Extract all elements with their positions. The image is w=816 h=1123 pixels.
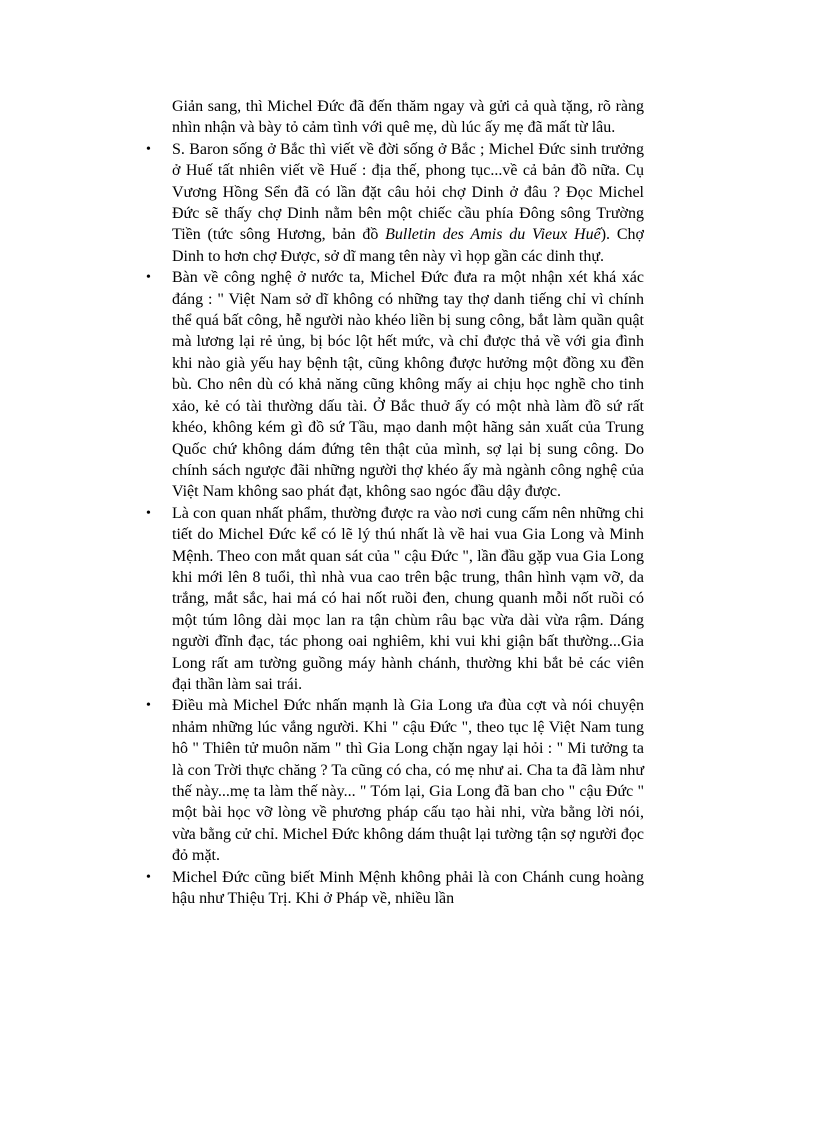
list-item-text: Michel Đức cũng biết Minh Mệnh không phải là con Chánh cung hoàng hậu như Thiệu Trị. Khi ở Pháp về, nhiều lần <box>172 868 644 908</box>
bullet-icon: • <box>146 141 151 157</box>
bullet-icon: • <box>146 698 151 714</box>
list-item-text: Điều mà Michel Đức nhấn mạnh là Gia Long ưa đùa cợt và nói chuyện nhảm những lúc vắng người. Khi " cậu Đức ", theo tục lệ Việt Nam tung hô " Thiên tử muôn năm " thì Gia Long chặn ngay lại hỏi : " Mi tưởng ta là con Trời thực chăng ? Ta cũng có cha, có mẹ như ai. Cha ta đã làm như thế này...mẹ ta làm thế này... " Tóm lại, Gia Long đã ban cho " cậu Đức " một bài học vỡ lòng về phương pháp cấu tạo hài nhi, vừa bằng lời nói, vừa bằng cử chỉ. Michel Đức không dám thuật lại tường tận sợ người đọc đỏ mặt. <box>172 697 644 865</box>
bullet-list <box>146 139 644 910</box>
list-item-text: ). Chợ Dinh to hơn chợ Được, sở dĩ mang tên này vì họp gần các dinh thự. <box>172 226 644 265</box>
bullet-icon: • <box>146 869 151 885</box>
list-item-text: Bàn về công nghệ ở nước ta, Michel Đức đưa ra một nhận xét khá xác đáng : " Việt Nam sở dĩ không có những tay thợ danh tiếng chỉ vì chính thể quá bất công, hễ người nào khéo liền bị sung công, bắt làm quần quật mà lương lại rẻ ủng, bị bóc lột hết mức, và chỉ được thả về với gia đình khi nào già yếu hay bệnh tật, cũng không được hưởng một đồng xu đền bù. Cho nên dù có khả năng cũng không mấy ai chịu học nghề cho tinh xảo, kẻ có tài thường dấu tài. Ở Bắc thuở ấy có một nhà làm đồ sứ rất khéo, không kém gì đồ sứ Tầu, mạo danh một hãng sản xuất của Trung Quốc chứ không dám đứng tên thật của mình, sợ lại bị sung công. Do chính sách ngược đãi những người thợ khéo ấy mà ngành công nghệ của Việt Nam không sao phát đạt, không sao ngóc đầu dậy được. <box>172 269 644 501</box>
list-item <box>146 867 644 910</box>
bullet-icon: • <box>146 270 151 286</box>
bullet-icon: • <box>146 505 151 521</box>
document-page <box>146 96 644 909</box>
list-item-text: S. Baron sống ở Bắc thì viết về đời sống ở Bắc ; Michel Đức sinh trưởng ở Huế tất nhiên viết về Huế : địa thế, phong tục...về cả bản đồ nữa. Cụ Vương Hồng Sển đã có lần đặt câu hỏi chợ Dinh ở đâu ? Đọc Michel Đức sẽ thấy chợ Dinh nằm bên một chiếc cầu phía Đông sông Trường Tiền (tức sông Hương, bản đồ <box>172 140 644 244</box>
list-item-text: Là con quan nhất phẩm, thường được ra vào nơi cung cấm nên những chi tiết do Michel Đức kể có lẽ lý thú nhất là về hai vua Gia Long và Minh Mệnh. Theo con mắt quan sát của " cậu Đức ", lần đầu gặp vua Gia Long khi mới lên 8 tuổi, thì nhà vua cao trên bậc trung, thân hình vạm vỡ, da trắng, mắt sắc, hai má có hai nốt ruồi đen, chung quanh mỗi nốt ruồi có một túm lông dài mọc lan ra tận chùm râu bạc vừa dài vừa rậm. Dáng người đĩnh đạc, tác phong oai nghiêm, khi vui khi giận bất thường...Gia Long rất am tường guồng máy hành chánh, thường khi bắt bẻ các viên đại thần làm sai trái. <box>172 504 644 693</box>
list-item-italic-title: Bulletin des Amis du Vieux Huế <box>385 226 601 244</box>
list-item <box>146 695 644 866</box>
intro-paragraph: Giản sang, thì Michel Đức đã đến thăm ngay và gửi cả quà tặng, rõ ràng nhìn nhận và bày tỏ cảm tình với quê mẹ, dù lúc ấy mẹ đã mất từ lâu. <box>172 98 644 137</box>
list-item <box>146 267 644 502</box>
list-item <box>146 503 644 696</box>
list-item <box>146 139 644 267</box>
